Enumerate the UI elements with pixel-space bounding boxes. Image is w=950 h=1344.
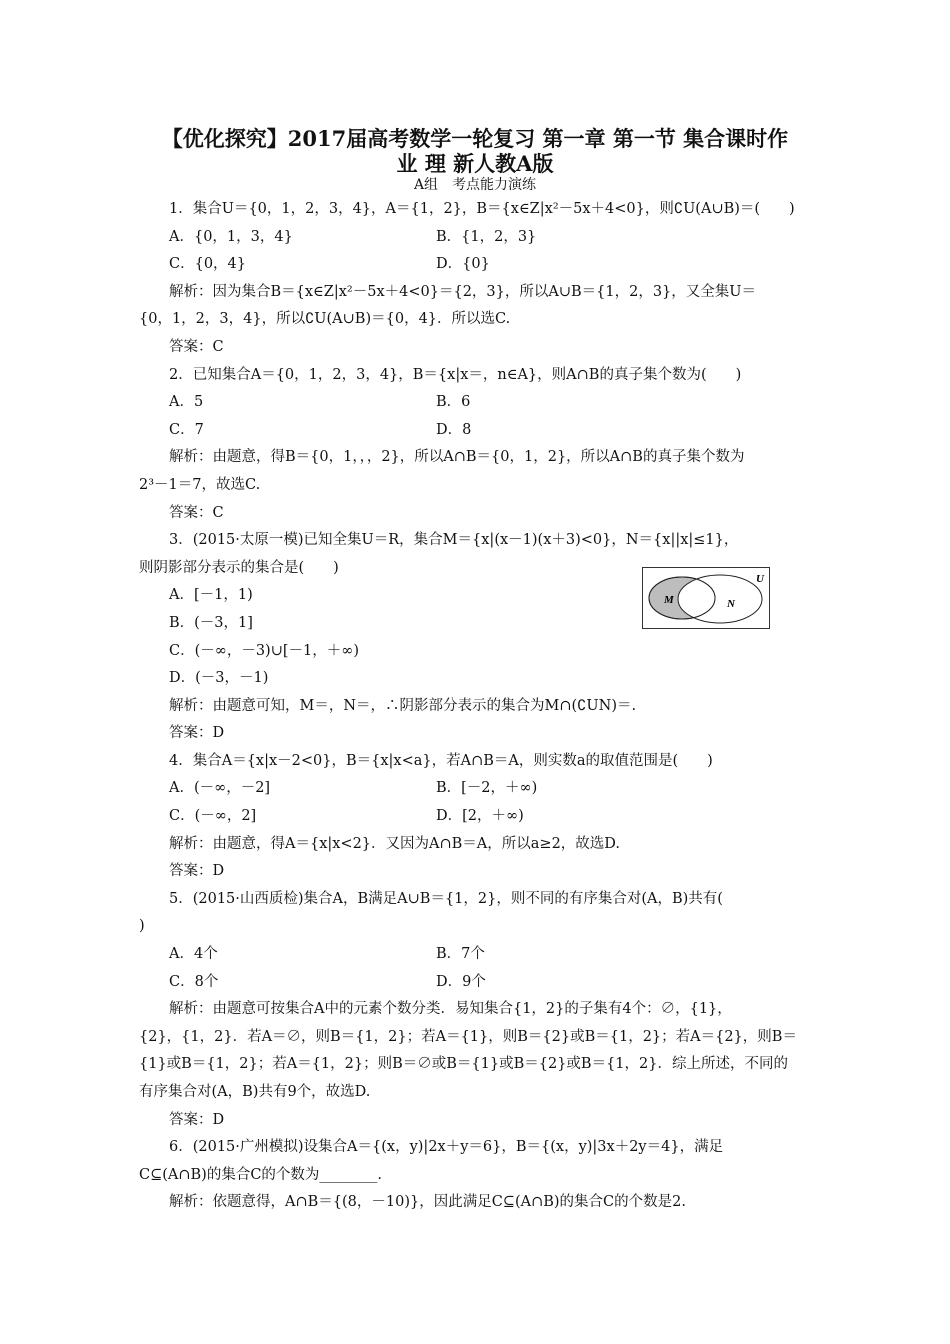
option-choice: B．[－2，＋∞) bbox=[436, 780, 538, 797]
option-row bbox=[139, 389, 814, 417]
text-line: 答案：C bbox=[169, 504, 224, 521]
option-choice: D．9个 bbox=[436, 973, 486, 990]
option-choice: B．7个 bbox=[436, 946, 485, 963]
option-choice: D．[2，＋∞) bbox=[436, 808, 524, 825]
text-line: 1．集合U＝{0，1，2，3，4}，A＝{1，2}，B＝{x∈Z|x²－5x＋4<0}，则∁U(A∪B)＝( ) bbox=[169, 201, 795, 217]
text-line: ) bbox=[139, 918, 145, 935]
text-line: 4．集合A＝{x|x－2<0}，B＝{x|x<a}，若A∩B＝A，则实数a的取值范围是( ) bbox=[169, 752, 713, 769]
option-choice: B．{1，2，3} bbox=[436, 228, 537, 245]
document-body bbox=[139, 196, 814, 1217]
option-choice: A．{0，1，3，4} bbox=[169, 228, 293, 245]
option-row bbox=[139, 941, 814, 969]
text-line: C⊆(A∩B)的集合C的个数为________. bbox=[139, 1166, 383, 1183]
text-line: 解析：由题意可按集合A中的元素个数分类．易知集合{1，2}的子集有4个：∅，{1}， bbox=[169, 1001, 732, 1018]
text-line: D．(－3，－1) bbox=[169, 670, 269, 687]
text-line: 解析：依题意得，A∩B＝{(8，－10)}，因此满足C⊆(A∩B)的集合C的个数是2. bbox=[169, 1194, 686, 1211]
option-row bbox=[139, 775, 814, 803]
text-line: A．[－1，1) bbox=[169, 587, 253, 604]
text-line: B．(－3，1] bbox=[169, 614, 253, 631]
option-choice: D．8 bbox=[436, 421, 472, 438]
text-line: 答案：D bbox=[169, 863, 225, 880]
option-choice: B．6 bbox=[436, 394, 471, 411]
text-line: 2³－1＝7，故选C. bbox=[139, 476, 261, 493]
document-title-line-2: 业 理 新人教A版 bbox=[396, 151, 554, 176]
option-choice: A．(－∞，－2] bbox=[169, 780, 271, 797]
text-line: {1}或B＝{1，2}；若A＝{1，2}；则B＝∅或B＝{1}或B＝{2}或B＝{1，2}．综上所述，不同的 bbox=[139, 1056, 788, 1073]
option-choice: C．{0，4} bbox=[169, 256, 246, 273]
text-line: 有序集合对(A，B)共有9个，故选D. bbox=[139, 1084, 371, 1100]
text-line: 解析：由题意，得A＝{x|x<2}．又因为A∩B＝A，所以a≥2，故选D. bbox=[169, 835, 621, 852]
option-row bbox=[139, 224, 814, 252]
text-line: 答案：D bbox=[169, 725, 225, 742]
section-heading: A组 考点能力演练 bbox=[413, 177, 537, 193]
option-choice: C．7 bbox=[169, 421, 204, 438]
text-line: 5．(2015·山西质检)集合A，B满足A∪B＝{1，2}，则不同的有序集合对(A，B)共有( bbox=[169, 890, 723, 907]
text-line: 解析：因为集合B＝{x∈Z|x²－5x＋4<0}＝{2，3}，所以A∪B＝{1，2，3}，又全集U＝ bbox=[169, 283, 756, 300]
option-choice: C．(－∞，2] bbox=[169, 808, 257, 825]
text-line: 解析：由题意可知，M＝，N＝，∴阴影部分表示的集合为M∩(∁UN)＝. bbox=[169, 697, 637, 714]
text-line: 6．(2015·广州模拟)设集合A＝{(x，y)|2x＋y＝6}，B＝{(x，y)|3x＋2y＝4}，满足 bbox=[169, 1139, 724, 1156]
text-line: {0，1，2，3，4}，所以∁U(A∪B)＝{0，4}．所以选C. bbox=[139, 311, 511, 328]
option-choice: C．8个 bbox=[169, 973, 219, 990]
venn-diagram bbox=[642, 567, 770, 629]
text-line: {2}，{1，2}．若A＝∅，则B＝{1，2}；若A＝{1}，则B＝{2}或B＝{1，2}；若A＝{2}，则B＝ bbox=[139, 1028, 797, 1045]
option-row bbox=[139, 251, 814, 279]
text-line: 3．(2015·太原一模)已知全集U＝R，集合M＝{x|(x－1)(x＋3)<0}，N＝{x||x|≤1}， bbox=[169, 532, 739, 549]
text-line: 解析：由题意，得B＝{0，1，，，2}，所以A∩B＝{0，1，2}，所以A∩B的真子集个数为 bbox=[169, 449, 745, 466]
text-line: 答案：C bbox=[169, 338, 224, 355]
text-line: 答案：D bbox=[169, 1111, 225, 1128]
text-line: C．(－∞，－3)∪[－1，＋∞) bbox=[169, 642, 359, 659]
option-row bbox=[139, 803, 814, 831]
venn-label-m: M bbox=[664, 594, 674, 606]
venn-label-u: U bbox=[756, 573, 764, 585]
option-row bbox=[139, 417, 814, 445]
text-line: 则阴影部分表示的集合是( ) bbox=[139, 559, 339, 576]
option-choice: A．4个 bbox=[169, 946, 218, 963]
text-line: 2．已知集合A＝{0，1，2，3，4}，B＝{x|x＝，n∈A}，则A∩B的真子集个数为( ) bbox=[169, 366, 742, 383]
document-title-line-1: 【优化探究】2017届高考数学一轮复习 第一章 第一节 集合课时作 bbox=[161, 126, 789, 151]
venn-label-n: N bbox=[727, 598, 735, 610]
option-row bbox=[139, 969, 814, 997]
option-choice: D．{0} bbox=[436, 256, 490, 273]
option-choice: A．5 bbox=[169, 394, 204, 411]
